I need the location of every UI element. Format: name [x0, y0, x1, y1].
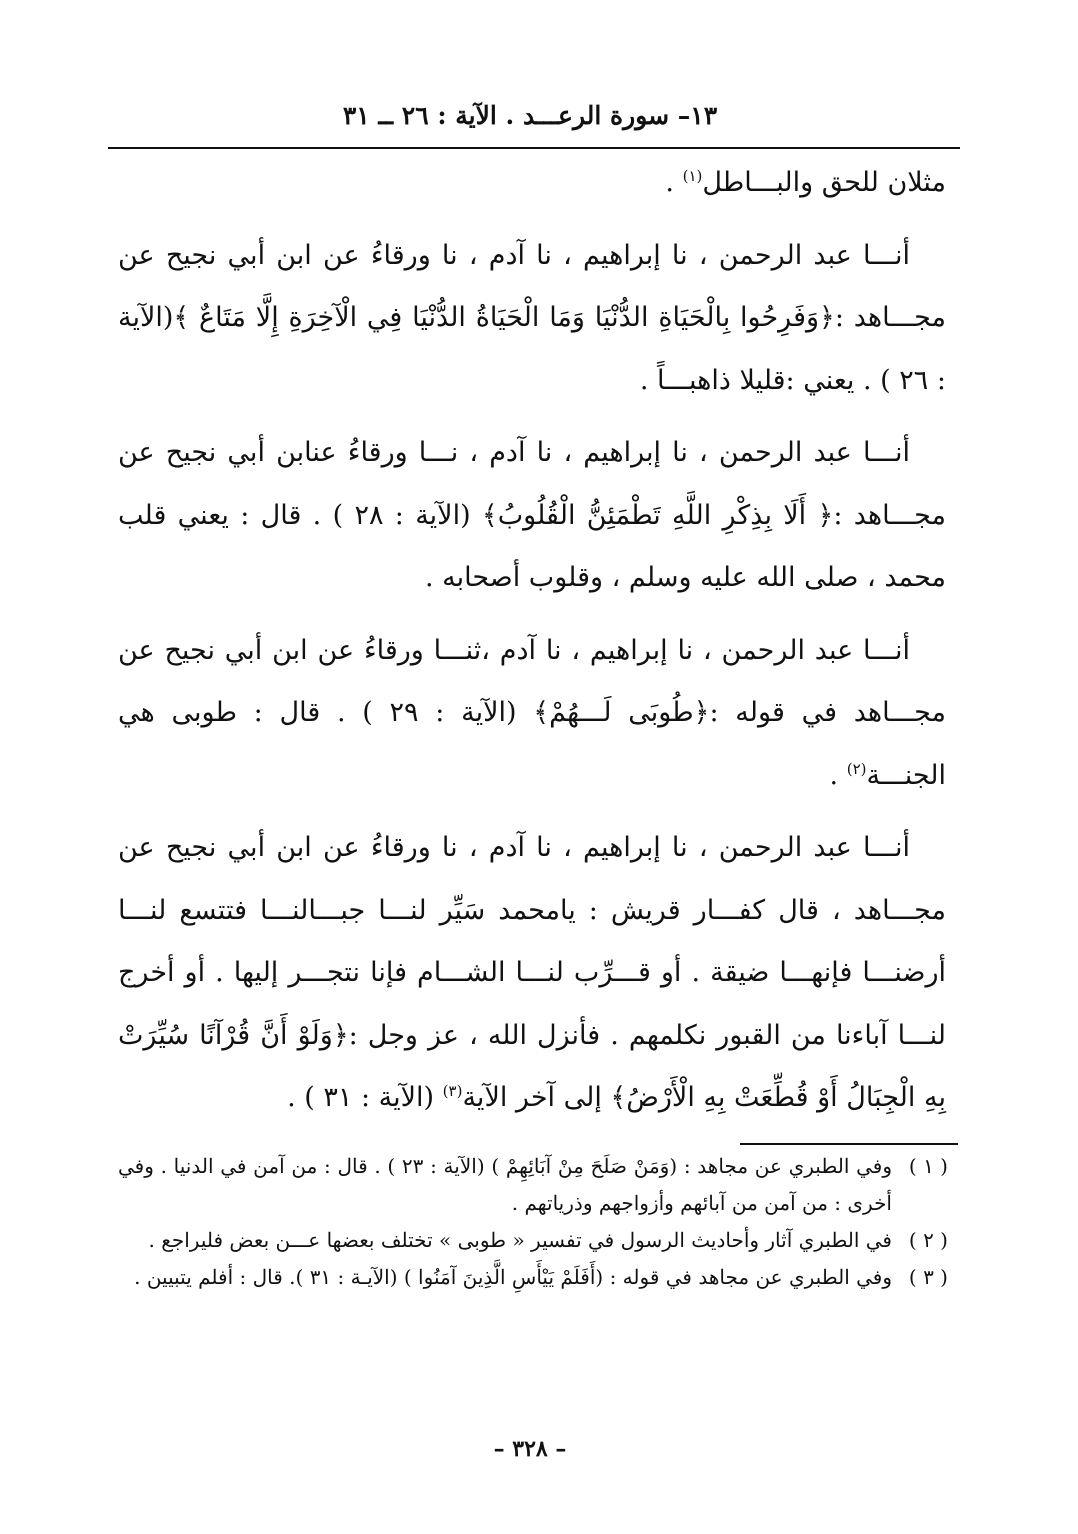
header-rule [108, 147, 960, 149]
footnote-3 [118, 1259, 948, 1296]
running-header: ١٣– سورة الرعـــد . الآية : ٢٦ ــ ٣١ [342, 101, 718, 130]
footnote-text: في الطبري آثار وأحاديث الرسول في تفسير « طوبى » تختلف بعضها عـــن بعض فليراجع . [148, 1228, 892, 1252]
footnote-rule [740, 1143, 958, 1145]
paragraph-5: أنـــا عبد الرحمن ، نا إبراهيم ، نا آدم ، نا ورقاءُ عن ابن أبي نجيح عن مجـــاهد ، قال كفـــار قريش : يامحمد سَيِّر لنـــا جبـــالنـــا فتتسع لنـــا أرضنـــا فإنهـــا ضيقة . أو قـــرِّب لنـــا الشـــام فإنا نتجـــر إليها . أو أخرج لنـــا آباءنا من القبور نكلمهم . فأنزل الله ، عز وجل :﴿وَلَوْ أَنَّ قُرْآنًا سُيِّرَتْ بِهِ الْجِبَالُ أَوْ قُطِّعَتْ بِهِ الْأَرْضُ﴾ إلى آخر الآية$^{(٣)}$ (الآية : ٣١ ) . [118, 832, 946, 1113]
paragraph-3: أنـــا عبد الرحمن ، نا إبراهيم ، نا آدم ، نـــا ورقاءُ عنابن أبي نجيح عن مجـــاهد :﴿ أَلَا بِذِكْرِ اللَّهِ تَطْمَئِنُّ الْقُلُوبُ﴾ (الآية : ٢٨ ) . قال : يعني قلب محمد ، صلى الله عليه وسلم ، وقلوب أصحابه . [118, 437, 946, 593]
page-number: – ٣٢٨ – [493, 1436, 567, 1462]
footnote-text: وفي الطبري عن مجاهد : (وَمَنْ صَلَحَ مِنْ آبَائِهِمْ ) (الآية : ٢٣ ) . قال : من آمن في الدنيا . وفي أخرى : من آمن من آبائهم وأزواجهم وذرياتهم . [118, 1154, 892, 1215]
footnotes [118, 1148, 948, 1296]
paragraph-4: أنـــا عبد الرحمن ، نا إبراهيم ، نا آدم ،ثنـــا ورقاءُ عن ابن أبي نجيح عن مجـــاهد في قوله :﴿طُوبَى لَـــهُمْ﴾ (الآية : ٢٩ ) . قال : طوبى هي الجنـــة$^{(٢)}$ . [118, 634, 946, 791]
main-text [118, 152, 946, 1140]
paragraph-2: أنـــا عبد الرحمن ، نا إبراهيم ، نا آدم ، نا ورقاءُ عن ابن أبي نجيح عن مجـــاهد :﴿وَفَرِحُوا بِالْحَيَاةِ الدُّنْيَا وَمَا الْحَيَاةُ الدُّنْيَا فِي الْآخِرَةِ إِلَّا مَتَاعٌ ﴾(الآية : ٢٦ ) . يعني :قليلا ذاهبـــاً . [118, 239, 946, 396]
footnote-text: وفي الطبري عن مجاهد في قوله : (أَفَلَمْ يَيْأَسِ الَّذِينَ آمَنُوا ) (الآيـة : ٣١ ). قال : أفلم يتبيين . [134, 1265, 892, 1289]
footnote-number: ( ٢ ) [908, 1228, 948, 1252]
footnote-ref-3[interactable]: (٣) [442, 1082, 463, 1100]
footnote-1 [118, 1148, 948, 1222]
paragraph-1: مثلان للحق والبـــاطل$^{(١)}$ . [665, 167, 946, 198]
footnote-ref-2[interactable]: (٢) [846, 759, 867, 778]
footnote-ref-1[interactable]: (١) [682, 167, 703, 185]
footnote-number: ( ٣ ) [908, 1265, 948, 1289]
footnote-2 [118, 1222, 948, 1259]
footnote-number: ( ١ ) [908, 1154, 948, 1178]
